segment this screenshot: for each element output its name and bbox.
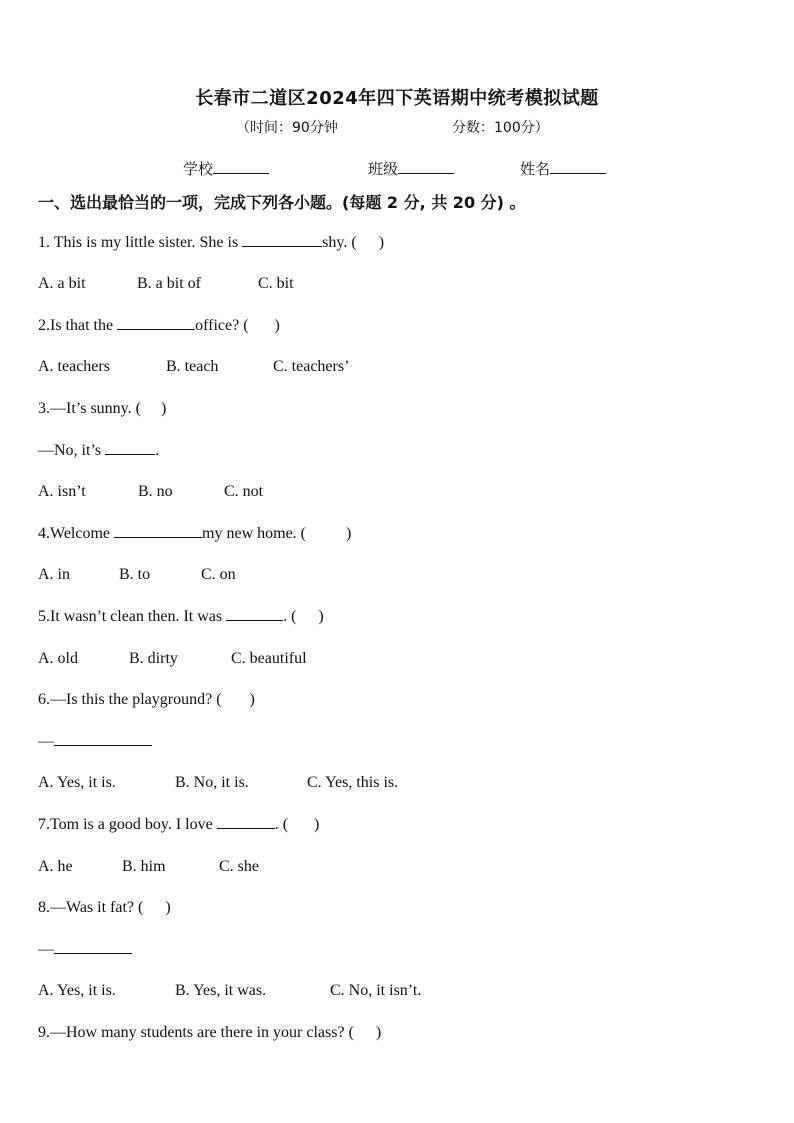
- question-8-option-a[interactable]: A. Yes, it is.: [38, 982, 116, 999]
- question-3-options: [38, 482, 263, 502]
- question-4-option-a[interactable]: A. in: [38, 566, 70, 583]
- question-2: [38, 316, 280, 336]
- question-8: [38, 898, 171, 918]
- question-9-text: 9.—How many students are there in your class? (: [38, 1024, 354, 1041]
- section-heading: 一、选出最恰当的一项，完成下列各小题。(每题 2 分, 共 20 分) 。: [38, 193, 526, 212]
- question-1-options: [38, 274, 294, 294]
- question-4: [38, 524, 351, 544]
- exam-time: （时间：90分钟: [236, 120, 338, 136]
- question-5-blank[interactable]: [226, 608, 283, 621]
- question-2-text-before: 2.Is that the: [38, 317, 118, 334]
- question-2-close: ): [274, 317, 280, 334]
- question-7-blank[interactable]: [217, 816, 275, 829]
- class-blank[interactable]: [398, 159, 454, 174]
- question-3: [38, 399, 166, 419]
- question-6-blank[interactable]: [54, 733, 152, 746]
- question-3-option-c[interactable]: C. not: [224, 483, 264, 500]
- question-3-blank[interactable]: [105, 442, 155, 455]
- question-6-option-c[interactable]: C. Yes, this is.: [307, 774, 399, 791]
- question-2-text-after: office? (: [195, 317, 249, 334]
- question-6-option-a[interactable]: A. Yes, it is.: [38, 774, 116, 791]
- question-5-text-after: . (: [283, 608, 297, 625]
- question-7-options: [38, 857, 259, 877]
- question-7-option-a[interactable]: A. he: [38, 858, 73, 875]
- student-info: [0, 158, 794, 180]
- question-5-close: ): [318, 608, 324, 625]
- question-3-reply: [38, 441, 159, 461]
- question-1-option-b[interactable]: B. a bit of: [137, 275, 201, 292]
- page-title: 长春市二道区2024年四下英语期中统考模拟试题: [195, 88, 599, 109]
- school-label: 学校: [183, 160, 214, 178]
- question-3-text: 3.—It’s sunny. (: [38, 400, 141, 417]
- question-6-text: 6.—Is this the playground? (: [38, 691, 222, 708]
- question-7-text-before: 7.Tom is a good boy. I love: [38, 816, 217, 833]
- question-4-text-after: my new home. (: [202, 525, 306, 542]
- question-9: [38, 1023, 381, 1043]
- name-blank[interactable]: [550, 159, 606, 174]
- question-4-options: [38, 565, 236, 585]
- question-8-reply-dash: —: [38, 941, 54, 958]
- question-5-options: [38, 649, 307, 669]
- question-6-reply: [38, 732, 152, 752]
- question-1-text-after: shy. (: [322, 234, 357, 251]
- question-7-option-c[interactable]: C. she: [219, 858, 259, 875]
- question-5-option-b[interactable]: B. dirty: [129, 650, 178, 667]
- question-7-option-b[interactable]: B. him: [122, 858, 166, 875]
- question-4-blank[interactable]: [114, 525, 202, 538]
- question-8-options: [38, 981, 421, 1001]
- question-8-blank[interactable]: [54, 941, 132, 954]
- question-5-option-c[interactable]: C. beautiful: [231, 650, 307, 667]
- question-6-options: [38, 773, 398, 793]
- question-8-option-b[interactable]: B. Yes, it was.: [175, 982, 267, 999]
- question-6-reply-dash: —: [38, 733, 54, 750]
- question-2-options: [38, 357, 349, 377]
- question-2-option-a[interactable]: A. teachers: [38, 358, 110, 375]
- question-1-text-before: 1. This is my little sister. She is: [38, 234, 243, 251]
- question-6-close: ): [249, 691, 255, 708]
- question-3-option-a[interactable]: A. isn’t: [38, 483, 86, 500]
- question-1-option-a[interactable]: A. a bit: [38, 275, 86, 292]
- question-1-close: ): [378, 234, 385, 251]
- question-8-text: 8.—Was it fat? (: [38, 899, 144, 916]
- question-3-option-b[interactable]: B. no: [138, 483, 173, 500]
- question-8-reply: [38, 940, 132, 960]
- question-7-close: ): [314, 816, 320, 833]
- exam-meta: [0, 117, 794, 137]
- question-5-option-a[interactable]: A. old: [38, 650, 78, 667]
- question-1-option-c[interactable]: C. bit: [258, 275, 294, 292]
- question-6: [38, 690, 255, 710]
- class-field[interactable]: [368, 158, 454, 179]
- name-label: 姓名: [520, 160, 551, 178]
- question-8-close: ): [165, 899, 171, 916]
- question-4-option-b[interactable]: B. to: [119, 566, 151, 583]
- question-2-option-c[interactable]: C. teachers’: [273, 358, 350, 375]
- name-field[interactable]: [520, 158, 606, 179]
- school-field[interactable]: [183, 158, 269, 179]
- question-1-blank[interactable]: [242, 234, 322, 247]
- question-7: [38, 815, 319, 835]
- question-9-close: ): [375, 1024, 382, 1041]
- question-8-option-c[interactable]: C. No, it isn’t.: [330, 982, 422, 999]
- question-5-text-before: 5.It wasn’t clean then. It was: [38, 608, 227, 625]
- question-3-reply-after: .: [155, 442, 160, 459]
- question-6-option-b[interactable]: B. No, it is.: [175, 774, 249, 791]
- question-4-option-c[interactable]: C. on: [201, 566, 236, 583]
- class-label: 班级: [368, 160, 399, 178]
- question-7-text-after: . (: [274, 816, 289, 833]
- question-4-text-before: 4.Welcome: [38, 525, 115, 542]
- question-3-close: ): [160, 400, 167, 417]
- question-4-close: ): [346, 525, 352, 542]
- school-blank[interactable]: [213, 159, 269, 174]
- question-1: [38, 233, 384, 253]
- question-2-option-b[interactable]: B. teach: [166, 358, 219, 375]
- question-2-blank[interactable]: [117, 317, 195, 330]
- question-5: [38, 607, 324, 627]
- exam-score: 分数：100分）: [452, 120, 549, 136]
- question-3-reply-before: —No, it’s: [38, 442, 106, 459]
